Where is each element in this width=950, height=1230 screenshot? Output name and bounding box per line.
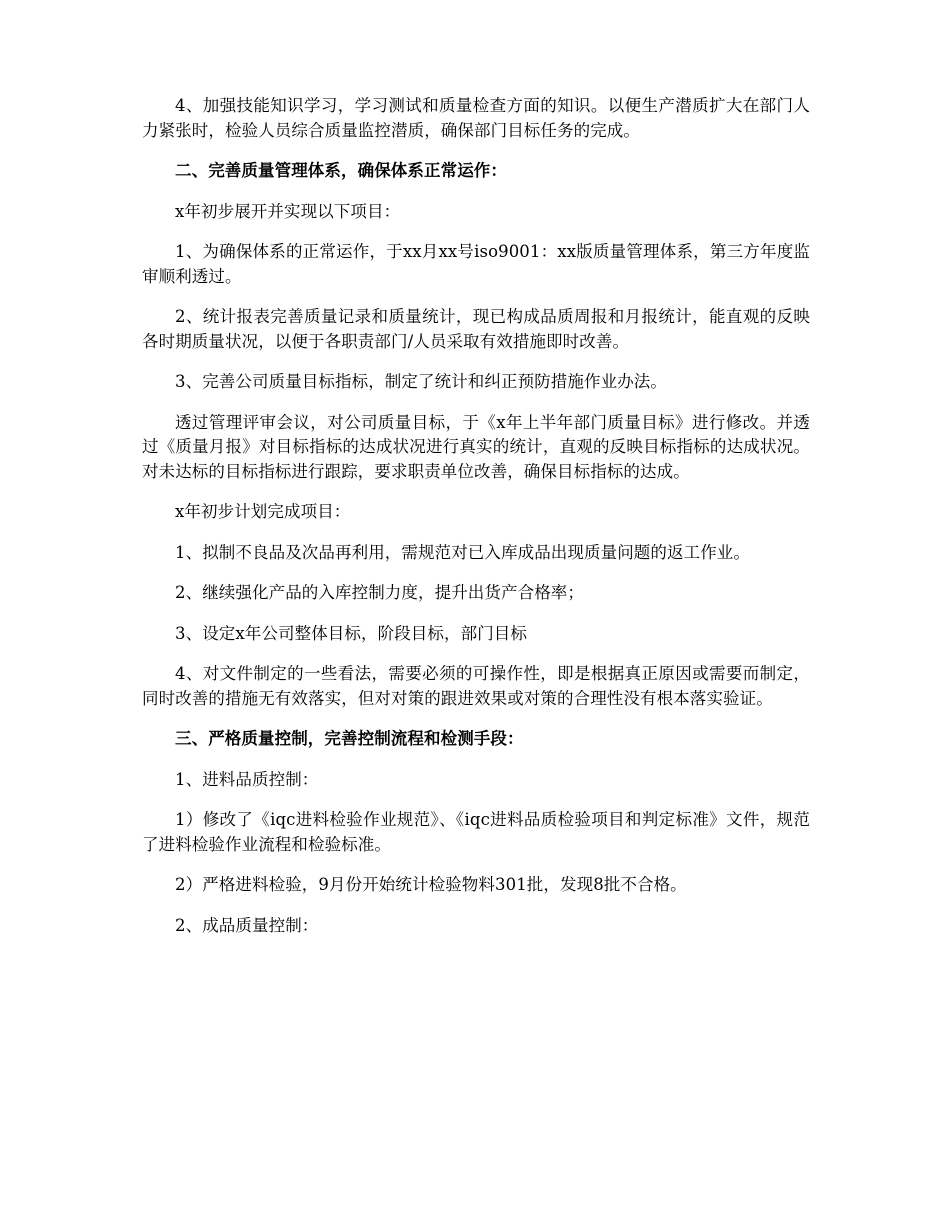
- paragraph-document-views: 4、对文件制定的一些看法，需要必须的可操作性，即是根据真正原因或需要而制定，同时改善的措施无有效落实，但对对策的跟进效果或对策的合理性没有根本落实验证。: [142, 664, 810, 708]
- section-heading-quality-control: 三、严格质量控制，完善控制流程和检测手段：: [175, 729, 524, 748]
- paragraph-rework-plan: 1、拟制不良品及次品再利用，需规范对已入库成品出现质量问题的返工作业。: [175, 542, 750, 562]
- paragraph-statistics-reports: 2、统计报表完善质量记录和质量统计，现已构成品质周报和月报统计，能直观的反映各时期质量状况，以便于各职责部门/人员采取有效措施即时改善。: [142, 307, 810, 351]
- paragraph-incoming-inspection: 2）严格进料检验，9月份开始统计检验物料301批，发现8批不合格。: [175, 875, 687, 894]
- paragraph-planned-projects: x年初步计划完成项目：: [175, 502, 351, 521]
- paragraph-iqc-revision: 1）修改了《iqc进料检验作业规范》、《iqc进料品质检验项目和判定标准》文件，规范了进料检验作业流程和检验标准。: [142, 810, 810, 854]
- document-body: [142, 94, 810, 954]
- paragraph-incoming-control: 1、进料品质控制：: [175, 769, 319, 789]
- paragraph-warehouse-control: 2、继续强化产品的入库控制力度，提升出货产合格率；: [175, 583, 584, 602]
- paragraph-initial-projects: x年初步展开并实现以下项目：: [175, 201, 401, 221]
- paragraph-quality-targets: 3、完善公司质量目标指标，制定了统计和纠正预防措施作业办法。: [175, 372, 667, 391]
- paragraph-finished-product-control: 2、成品质量控制：: [175, 915, 319, 935]
- paragraph-iso-audit: 1、为确保体系的正常运作，于xx月xx号iso9001：xx版质量管理体系，第三方年度监审顺利透过。: [142, 242, 810, 286]
- paragraph-company-targets: 3、设定x年公司整体目标，阶段目标，部门目标: [175, 623, 528, 643]
- section-heading-quality-system: 二、完善质量管理体系，确保体系正常运作：: [175, 161, 507, 180]
- paragraph-skill-learning: 4、加强技能知识学习，学习测试和质量检查方面的知识。以便生产潜质扩大在部门人力紧张时，检验人员综合质量监控潜质，确保部门目标任务的完成。: [142, 96, 810, 140]
- paragraph-management-review: 透过管理评审会议，对公司质量目标，于《x年上半年部门质量目标》进行修改。并透过《质量月报》对目标指标的达成状况进行真实的统计，直观的反映目标指标的达成状况。对未达标的目标指标进行跟踪，要求职责单位改善，确保目标指标的达成。: [142, 412, 810, 481]
